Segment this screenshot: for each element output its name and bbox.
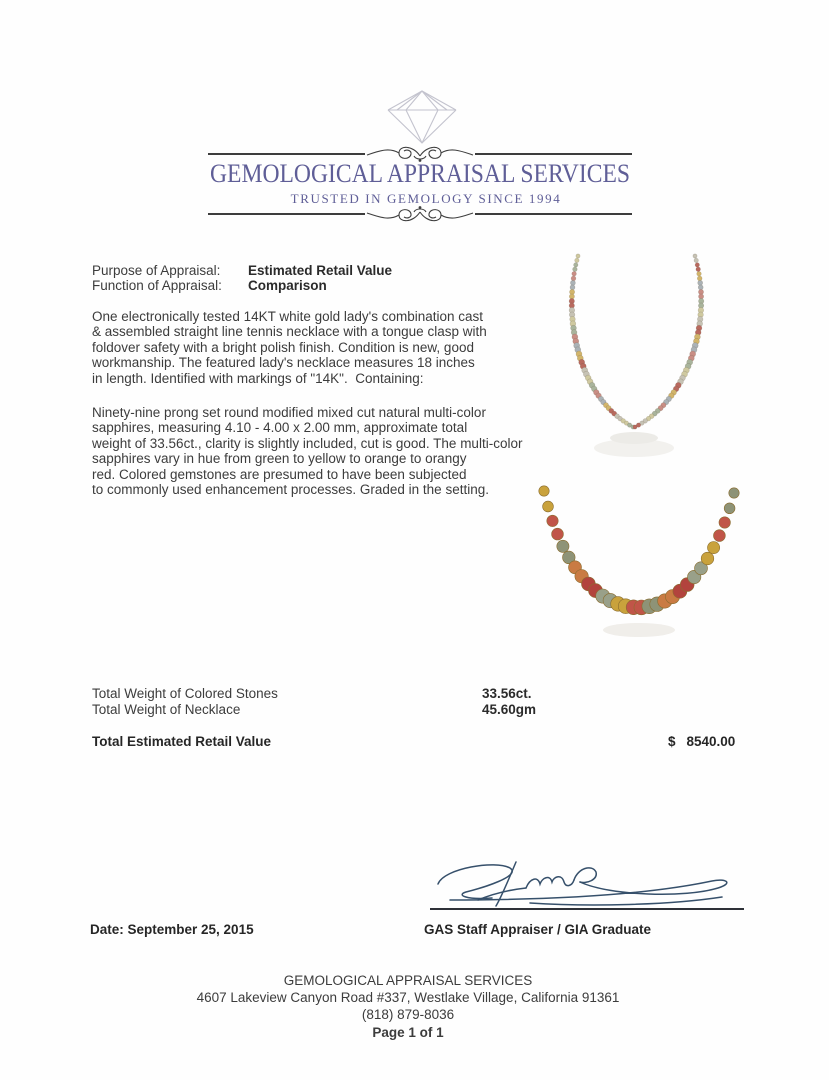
purpose-label: Purpose of Appraisal: — [92, 263, 221, 278]
paragraph-line: foldover safety with a bright polish finish. Condition is new, good — [92, 339, 474, 355]
page-indicator: Page 1 of 1 — [372, 1025, 444, 1040]
paragraph-line: workmanship. The featured lady's necklace measures 18 inches — [92, 355, 475, 371]
function-label: Function of Appraisal: — [92, 278, 222, 294]
appraiser-signature — [430, 856, 742, 908]
paragraph-line: in length. Identified with markings of "14K". Containing: — [92, 370, 424, 386]
brand-title-wrap — [206, 160, 634, 188]
description-paragraph-1 — [92, 309, 487, 386]
total-stones-row — [92, 686, 536, 702]
paragraph-line: to commonly used enhancement processes. Graded in the setting. — [92, 482, 489, 498]
currency-symbol: $ — [668, 734, 676, 749]
brand-tagline: TRUSTED IN GEMOLOGY SINCE 1994 — [290, 191, 562, 206]
flourish-ornament-icon — [365, 203, 475, 225]
appraisal-date: Date: September 25, 2015 — [90, 922, 254, 937]
purpose-value: Estimated Retail Value — [248, 263, 393, 278]
header-rule-bottom — [208, 203, 632, 225]
appraisal-meta-block — [92, 263, 392, 294]
total-necklace-label: Total Weight of Necklace — [92, 701, 241, 717]
paragraph-line: sapphires vary in hue from green to yellow to orange to orangy — [92, 451, 467, 467]
paragraph-line: weight of 33.56ct., clarity is slightly included, cut is good. The multi-color — [92, 435, 523, 451]
paragraph-line: sapphires, measuring 4.10 - 4.00 x 2.00 mm, approximate total — [92, 420, 468, 436]
total-amount: 8540.00 — [686, 734, 736, 749]
footer-company-name: GEMOLOGICAL APPRAISAL SERVICES — [283, 973, 533, 988]
meta-row-purpose — [92, 263, 392, 278]
diamond-icon — [382, 88, 462, 146]
footer-phone: (818) 879-8036 — [361, 1007, 455, 1022]
total-stones-label: Total Weight of Colored Stones — [92, 686, 278, 701]
rule-line — [208, 213, 365, 215]
function-value: Comparison — [248, 278, 327, 294]
rule-line — [208, 153, 365, 155]
paragraph-line: Ninety-nine prong set round modified mixed cut natural multi-color — [92, 405, 486, 420]
paragraph-line: & assembled straight line tennis necklace with a tongue clasp with — [92, 324, 487, 340]
totals-block — [92, 686, 536, 717]
rule-line — [475, 213, 632, 215]
footer-address: 4607 Lakeview Canyon Road #337, Westlake Village, California 91361 — [196, 990, 620, 1005]
paragraph-line: One electronically tested 14KT white gold lady's combination cast — [92, 309, 484, 324]
rule-line — [475, 153, 632, 155]
description-paragraph-2 — [92, 405, 522, 497]
total-stones-value: 33.56ct. — [482, 686, 532, 701]
total-necklace-row — [92, 702, 536, 718]
total-retail-value-label: Total Estimated Retail Value — [92, 734, 272, 749]
necklace-photo-closeup — [522, 478, 750, 650]
total-necklace-value: 45.60gm — [482, 701, 537, 717]
signature-line — [430, 908, 744, 910]
necklace-photo-full — [548, 252, 746, 466]
brand-title: GEMOLOGICAL APPRAISAL SERVICES — [210, 160, 630, 188]
appraiser-title: GAS Staff Appraiser / GIA Graduate — [424, 922, 652, 937]
total-retail-value-amount — [668, 734, 735, 749]
meta-row-function — [92, 278, 392, 293]
paragraph-line: red. Colored gemstones are presumed to have been subjected — [92, 466, 467, 482]
